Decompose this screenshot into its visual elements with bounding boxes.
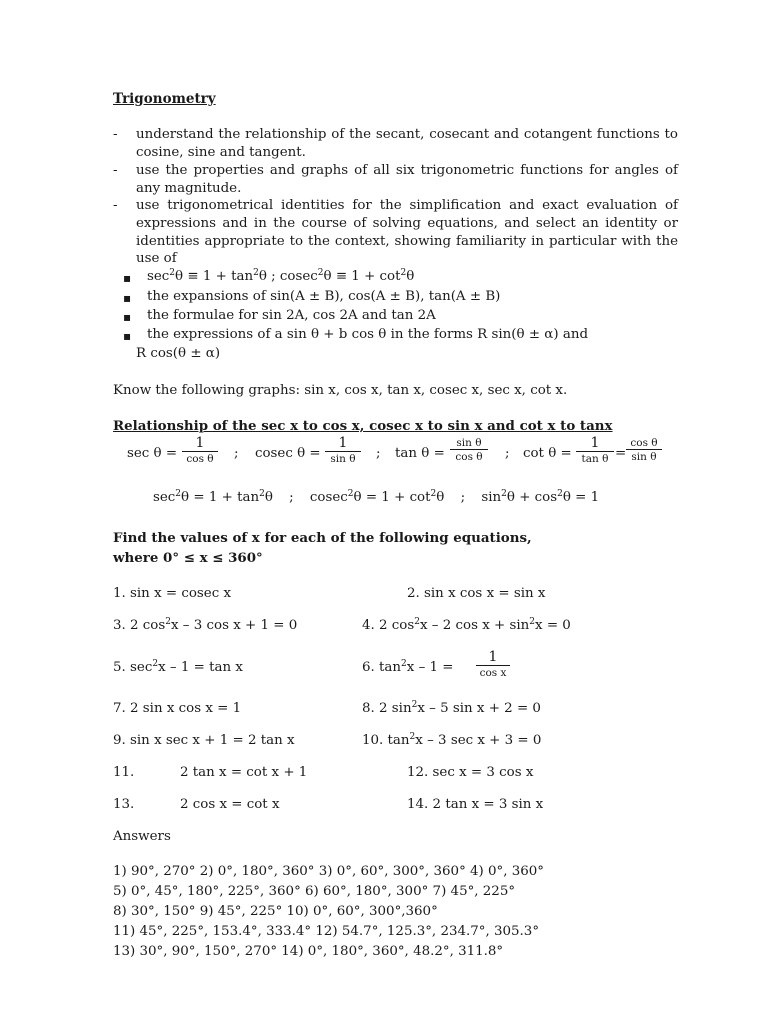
cot-lhs: cot θ = [523, 446, 572, 461]
cot-fraction-2: $\frac{\text{cos θ}}{\text{sin θ}}$ [626, 437, 662, 463]
bullet-expansions: the expansions of sin(A ± B), cos(A ± B), tan(A ± B) [147, 289, 501, 304]
dash-marker: - [113, 127, 118, 142]
equation-13: 2 cos x = cot x [180, 797, 280, 812]
answer-line: 1) 90°, 270° 2) 0°, 180°, 360° 3) 0°, 60°, 300°, 360° 4) 0°, 360° [113, 864, 544, 879]
objective-2: use the properties and graphs of all six trigonometric functions for angles of any magnitude. [136, 163, 678, 196]
answer-line: 11) 45°, 225°, 153.4°, 333.4° 12) 54.7°, 125.3°, 234.7°, 305.3° [113, 924, 540, 939]
equation-6-fraction: 1 cos x [476, 650, 510, 679]
cosec-fraction: 1 sin θ [325, 436, 361, 465]
answer-line: 8) 30°, 150° 9) 45°, 225° 10) 0°, 60°, 300°,360° [113, 904, 438, 919]
pythagorean-identities: $\sec^2\theta = 1 + \tan^2\theta$ ; $cosec^2\theta = 1 + \cot^2\theta$ ; $\sin^2\theta + \cos^2\theta = 1$ [153, 489, 600, 505]
objective-3: use trigonometrical identities for the simplification and exact evaluation of expressions and in the course of solving equations, and select an identity or identities appropriate to the context, showing familiarity in particular with the use of [136, 198, 678, 267]
equals: = [615, 446, 627, 461]
equation-11: 2 tan x = cot x + 1 [180, 765, 308, 780]
equation-8: 8. 2 $\sin^2x - 5$ sin x + 2 = 0 [362, 700, 541, 716]
equation-1: 1. sin x = cosec x [113, 586, 232, 601]
answer-line: 5) 0°, 45°, 180°, 225°, 360° 6) 60°, 180°, 300° 7) 45°, 225° [113, 884, 516, 899]
sec-fraction: 1 cos θ [182, 436, 218, 465]
answer-line: 13) 30°, 90°, 150°, 270° 14) 0°, 180°, 360°, 48.2°, 311.8° [113, 944, 504, 959]
dash-marker: - [113, 163, 118, 178]
equation-6: 6. $\tan^2x - 1$ = [362, 659, 454, 675]
bullet-icon: ▪ [123, 310, 132, 324]
equation-11-number: 11. [113, 765, 135, 780]
dash-marker: - [113, 198, 118, 213]
answers-label: Answers [113, 829, 171, 844]
tan-lhs: tan θ = [395, 446, 445, 461]
bullet-icon: ▪ [123, 271, 132, 285]
equation-14: 14. 2 tan x = 3 sin x [407, 797, 544, 812]
bullet-r-form-cont: R cos(θ ± α) [136, 346, 221, 361]
equation-12: 12. sec x = 3 cos x [407, 765, 534, 780]
exercise-heading: Find the values of x for each of the following equations, [113, 530, 532, 546]
exercise-range: where 0° ≤ x ≤ 360° [113, 550, 263, 566]
cosec-lhs: cosec θ = [255, 446, 321, 461]
bullet-icon: ▪ [123, 329, 132, 343]
equation-2: 2. sin x cos x = sin x [407, 586, 546, 601]
cot-fraction-1: 1 tan θ [576, 436, 614, 465]
objective-1: understand the relationship of the secant, cosecant and cotangent functions to cosine, sine and tangent. [136, 127, 678, 160]
page-title: Trigonometry [113, 91, 216, 107]
equation-7: 7. 2 sin x cos x = 1 [113, 701, 242, 716]
graphs-line: Know the following graphs: sin x, cos x, tan x, cosec x, sec x, cot x. [113, 383, 568, 398]
equation-10: 10. $\tan^2x - 3$ sec x + 3 = 0 [362, 732, 542, 748]
bullet-r-form: the expressions of a sin θ + b cos θ in the forms R sin(θ ± α) and [147, 327, 589, 342]
equation-5: 5. $\sec^2x - 1 = \tan x$ [113, 659, 243, 675]
bullet-icon: ▪ [123, 291, 132, 305]
sec-lhs: sec θ = [127, 446, 178, 461]
separator: ; [234, 446, 239, 461]
bullet-double-angle: the formulae for sin 2A, cos 2A and tan 2A [147, 308, 436, 323]
equation-9: 9. sin x sec x + 1 = 2 tan x [113, 733, 295, 748]
tan-fraction: $\frac{\text{sin θ}}{\text{cos θ}}$ [450, 437, 488, 463]
separator: ; [505, 446, 510, 461]
equation-4: 4. 2 $\cos^2x - 2$ $\cos x + \sin^2x = 0$ [362, 617, 571, 633]
equation-13-number: 13. [113, 797, 135, 812]
relationship-heading: Relationship of the sec x to cos x, cosec x to sin x and cot x to tanx [113, 418, 613, 434]
bullet-identities: $\sec^2\theta \equiv 1 + \tan^2\theta$ ; $cosec^2\theta \equiv 1 + \cot^2\theta$ [147, 268, 415, 284]
separator: ; [376, 446, 381, 461]
equation-3: 3. 2 $\cos^2x - 3$ cos x + 1 = 0 [113, 617, 298, 633]
